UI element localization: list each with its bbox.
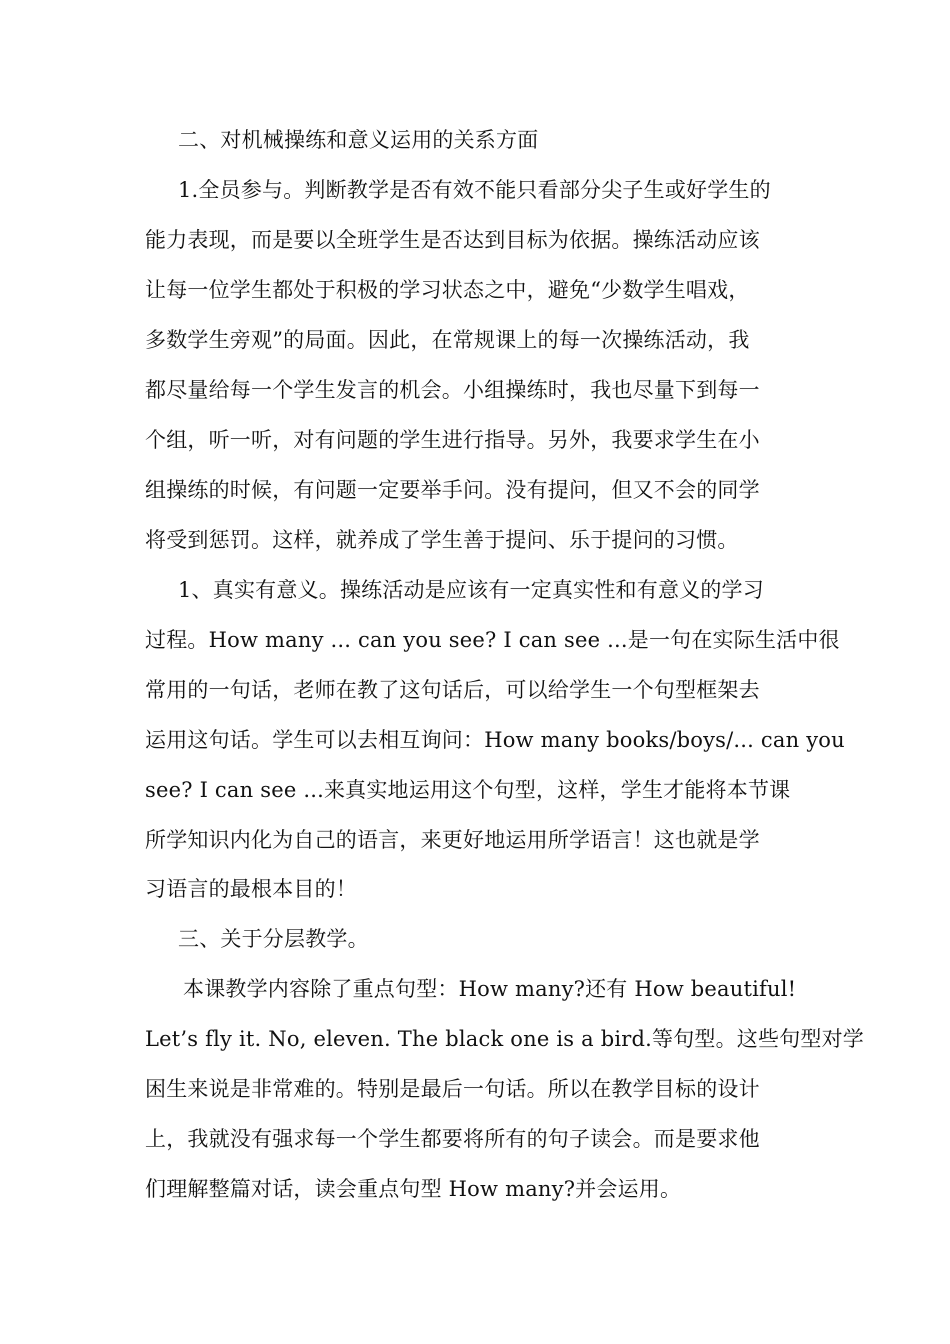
paragraph-line: 常用的一句话，老师在教了这句话后，可以给学生一个句型框架去 xyxy=(145,678,760,702)
paragraph-line: 1.全员参与。判断教学是否有效不能只看部分尖子生或好学生的 xyxy=(178,178,771,202)
paragraph-line: 组操练的时候，有问题一定要举手问。没有提问，但又不会的同学 xyxy=(145,478,760,502)
paragraph-line: 运用这句话。学生可以去相互询问：How many books/boys/... can you xyxy=(145,728,845,752)
paragraph-line: Let’s fly it. No, eleven. The black one is a bird.等句型。这些句型对学 xyxy=(145,1027,865,1051)
paragraph-line: 多数学生旁观”的局面。因此，在常规课上的每一次操练活动，我 xyxy=(145,328,750,352)
paragraph-line: 能力表现，而是要以全班学生是否达到目标为依据。操练活动应该 xyxy=(145,228,760,252)
paragraph-line: 上，我就没有强求每一个学生都要将所有的句子读会。而是要求他 xyxy=(145,1127,760,1151)
section-heading-2: 二、对机械操练和意义运用的关系方面 xyxy=(178,128,539,152)
paragraph-line: 都尽量给每一个学生发言的机会。小组操练时，我也尽量下到每一 xyxy=(145,378,760,402)
section-heading-3: 三、关于分层教学。 xyxy=(178,927,369,951)
paragraph-line: 困生来说是非常难的。特别是最后一句话。所以在教学目标的设计 xyxy=(145,1077,760,1101)
paragraph-line: 所学知识内化为自己的语言，来更好地运用所学语言！这也就是学 xyxy=(145,828,760,852)
paragraph-line: 将受到惩罚。这样，就养成了学生善于提问、乐于提问的习惯。 xyxy=(145,528,739,552)
paragraph-line: see? I can see ...来真实地运用这个句型，这样，学生才能将本节课 xyxy=(145,778,791,802)
paragraph-line: 让每一位学生都处于积极的学习状态之中，避免“少数学生唱戏， xyxy=(145,278,750,302)
paragraph-line: 本课教学内容除了重点句型：How many?还有 How beautiful! xyxy=(183,977,797,1001)
paragraph-line: 1、真实有意义。操练活动是应该有一定真实性和有意义的学习 xyxy=(178,578,764,602)
paragraph-line: 们理解整篇对话，读会重点句型 How many?并会运用。 xyxy=(145,1177,682,1201)
paragraph-line: 过程。How many ... can you see? I can see ...是一句在实际生活中很 xyxy=(145,628,840,652)
paragraph-line: 习语言的最根本目的！ xyxy=(145,877,357,901)
paragraph-line: 个组，听一听，对有问题的学生进行指导。另外，我要求学生在小 xyxy=(145,428,760,452)
